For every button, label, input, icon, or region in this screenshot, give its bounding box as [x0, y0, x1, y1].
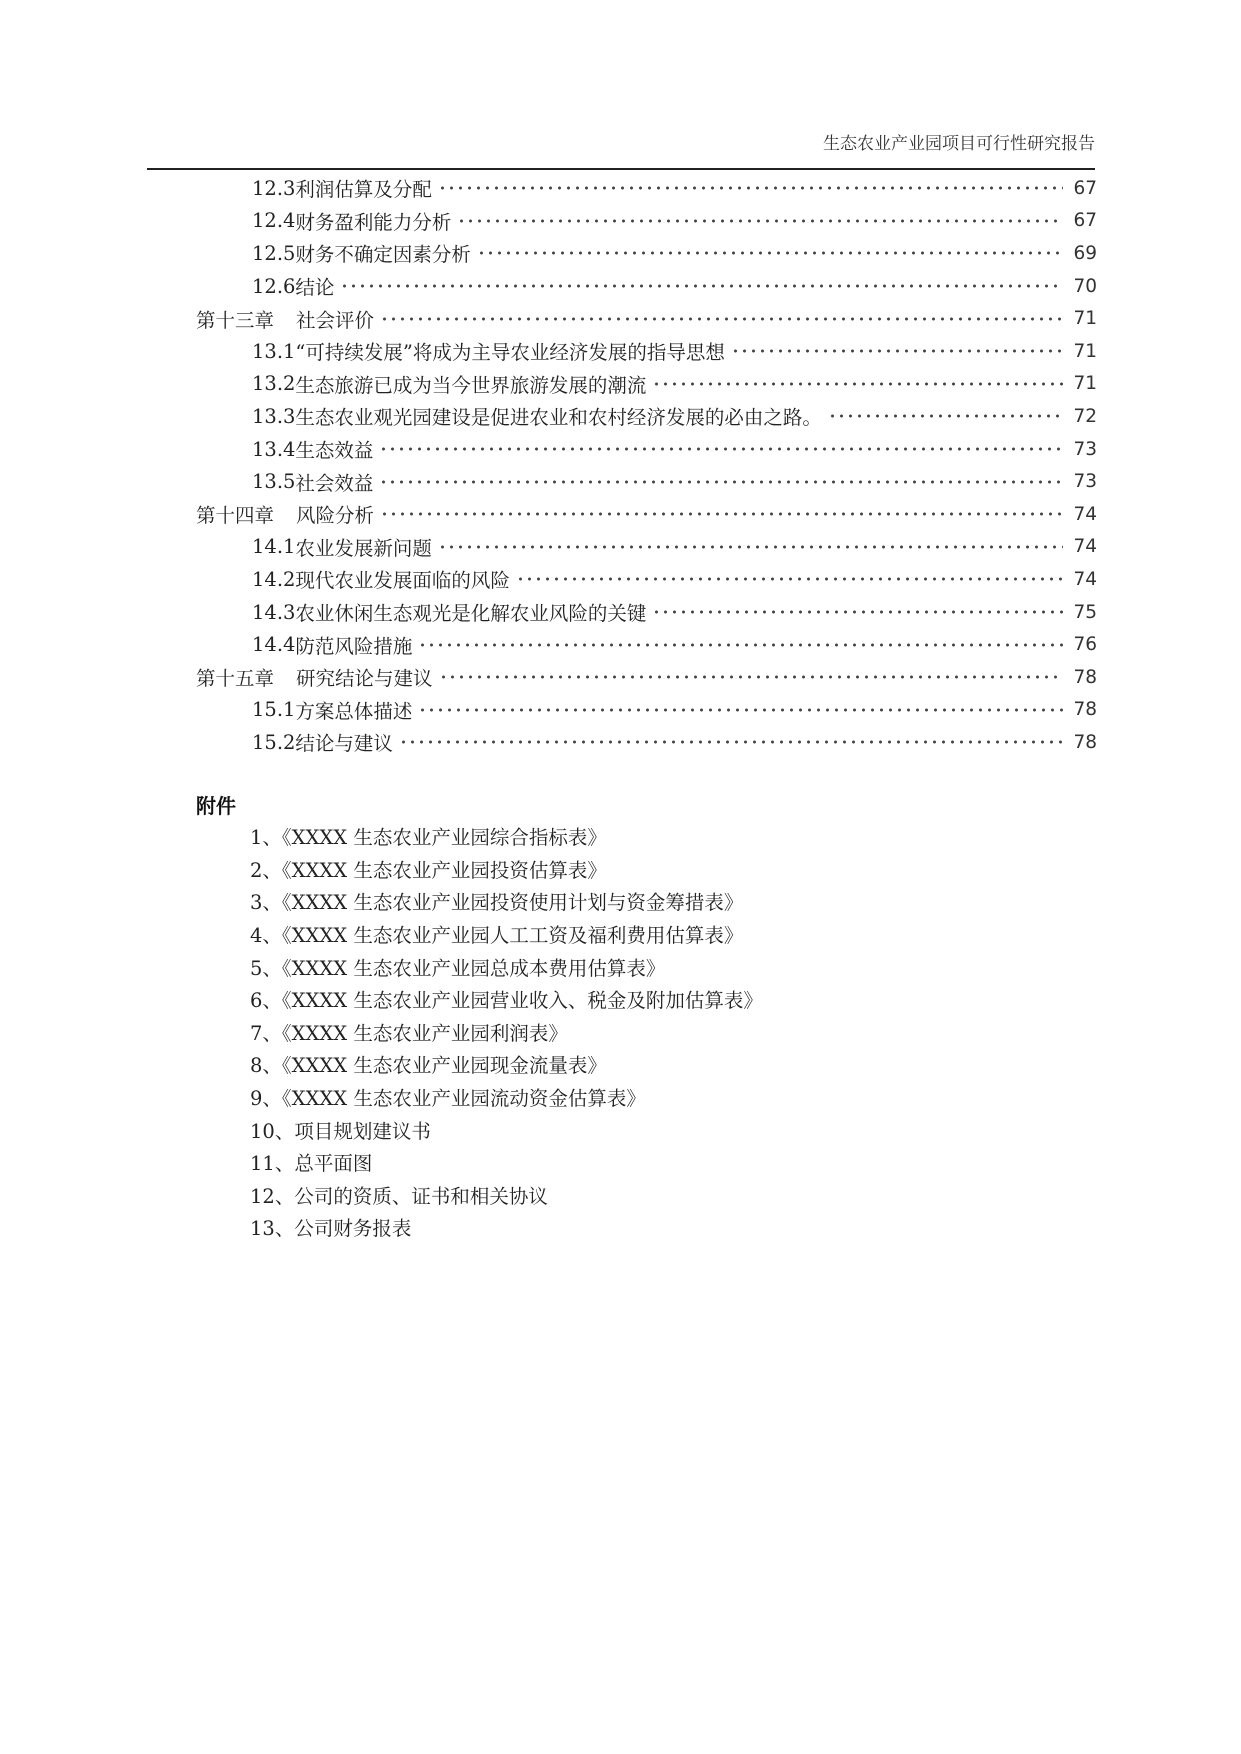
toc-entry-number: 15.2	[252, 730, 296, 754]
attachment-item: 7、《XXXX 生态农业产业园利润表》	[250, 1021, 568, 1045]
attachment-item: 1、《XXXX 生态农业产业园综合指标表》	[250, 826, 607, 850]
attachments-title: 附件	[196, 794, 236, 818]
toc-section-entry[interactable]	[0, 172, 1097, 205]
toc-dot-leader	[516, 572, 1063, 586]
toc-dot-leader	[828, 409, 1063, 423]
toc-entry-number: 13.3	[252, 404, 296, 428]
toc-entry-title: 农业发展新问题	[295, 536, 432, 560]
toc-entry-number: 14.1	[252, 535, 296, 559]
toc-dot-leader	[439, 670, 1063, 684]
toc-entry-page: 73	[1073, 471, 1097, 493]
attachment-item: 2、《XXXX 生态农业产业园投资估算表》	[250, 858, 607, 882]
toc-entry-page: 72	[1073, 405, 1097, 427]
toc-entry-page: 71	[1073, 340, 1097, 362]
toc-dot-leader	[652, 605, 1063, 619]
toc-entry-number: 13.1	[252, 339, 296, 363]
toc-section-entry[interactable]	[0, 270, 1097, 303]
toc-chapter-entry[interactable]	[0, 661, 1097, 694]
toc-entry-page: 75	[1073, 601, 1097, 623]
toc-entry-title: 生态旅游已成为当今世界旅游发展的潮流	[295, 373, 647, 397]
toc-section-entry[interactable]	[0, 335, 1097, 368]
toc-dot-leader	[399, 735, 1063, 749]
attachment-item: 6、《XXXX 生态农业产业园营业收入、税金及附加估算表》	[250, 989, 763, 1013]
toc-dot-leader	[731, 344, 1063, 358]
page-header	[147, 130, 1095, 170]
toc-section-entry[interactable]	[0, 563, 1097, 596]
toc-entry-number: 13.2	[252, 372, 296, 396]
toc-entry-page: 73	[1073, 438, 1097, 460]
toc-section-entry[interactable]	[0, 465, 1097, 498]
toc-entry-title: 财务盈利能力分析	[295, 210, 452, 234]
toc-entry-title: “可持续发展”将成为主导农业经济发展的指导思想	[295, 341, 725, 365]
toc-entry-page: 74	[1073, 503, 1097, 525]
toc-entry-page: 78	[1073, 699, 1097, 721]
attachment-item: 12、公司的资质、证书和相关协议	[250, 1184, 548, 1208]
toc-entry-number: 12.3	[252, 176, 296, 200]
toc-entry-number: 14.3	[252, 600, 296, 624]
toc-dot-leader	[380, 507, 1063, 521]
toc-entry-page: 74	[1073, 568, 1097, 590]
toc-entry-number: 12.5	[252, 241, 296, 265]
toc-entry-number: 第十三章	[196, 308, 275, 332]
toc-entry-page: 74	[1073, 536, 1097, 558]
attachment-item: 13、公司财务报表	[250, 1217, 412, 1241]
toc-dot-leader	[438, 540, 1063, 554]
toc-entry-number: 14.2	[252, 567, 296, 591]
toc-entry-page: 67	[1073, 177, 1097, 199]
toc-entry-page: 78	[1073, 731, 1097, 753]
toc-section-entry[interactable]	[0, 694, 1097, 727]
toc-entry-title: 农业休闲生态观光是化解农业风险的关键	[295, 602, 647, 626]
toc-entry-number: 第十四章	[196, 504, 275, 528]
toc-dot-leader	[438, 181, 1063, 195]
toc-dot-leader	[457, 214, 1063, 228]
toc-section-entry[interactable]	[0, 596, 1097, 629]
toc-dot-leader	[477, 246, 1063, 260]
attachment-item: 8、《XXXX 生态农业产业园现金流量表》	[250, 1054, 607, 1078]
toc-dot-leader	[380, 312, 1063, 326]
toc-entry-title: 现代农业发展面临的风险	[295, 569, 510, 593]
toc-entry-page: 71	[1073, 308, 1097, 330]
attachment-item: 4、《XXXX 生态农业产业园人工工资及福利费用估算表》	[250, 924, 744, 948]
toc-entry-page: 67	[1073, 210, 1097, 232]
toc-entry-number: 13.4	[252, 437, 296, 461]
toc-entry-title: 财务不确定因素分析	[295, 243, 471, 267]
toc-entry-title: 社会效益	[295, 471, 374, 495]
toc-entry-number: 第十五章	[196, 667, 275, 691]
toc-section-entry[interactable]	[0, 433, 1097, 466]
toc-entry-number: 14.4	[252, 633, 296, 657]
toc-entry-number: 13.5	[252, 470, 296, 494]
toc-entry-page: 76	[1073, 634, 1097, 656]
toc-entry-number: 12.6	[252, 274, 296, 298]
toc-entry-title: 研究结论与建议	[296, 667, 433, 691]
toc-section-entry[interactable]	[0, 400, 1097, 433]
toc-section-entry[interactable]	[0, 628, 1097, 661]
toc-entry-title: 防范风险措施	[295, 634, 413, 658]
toc-entry-title: 生态农业观光园建设是促进农业和农村经济发展的必由之路。	[295, 406, 822, 430]
attachment-item: 10、项目规划建议书	[250, 1119, 431, 1143]
toc-entry-title: 结论	[295, 276, 335, 300]
toc-dot-leader	[652, 377, 1063, 391]
toc-dot-leader	[340, 279, 1063, 293]
toc-entry-number: 15.1	[252, 698, 296, 722]
attachment-item: 3、《XXXX 生态农业产业园投资使用计划与资金筹措表》	[250, 891, 744, 915]
toc-entry-number: 12.4	[252, 209, 296, 233]
toc-entry-title: 结论与建议	[295, 732, 393, 756]
toc-entry-page: 70	[1073, 275, 1097, 297]
toc-section-entry[interactable]	[0, 531, 1097, 564]
toc-entry-title: 方案总体描述	[295, 699, 413, 723]
toc-dot-leader	[379, 442, 1063, 456]
toc-dot-leader	[379, 475, 1063, 489]
attachment-item: 11、总平面图	[250, 1152, 373, 1176]
attachment-item: 5、《XXXX 生态农业产业园总成本费用估算表》	[250, 956, 666, 980]
toc-dot-leader	[418, 638, 1063, 652]
toc-entry-page: 71	[1073, 373, 1097, 395]
toc-entry-title: 风险分析	[296, 504, 375, 528]
attachment-item: 9、《XXXX 生态农业产业园流动资金估算表》	[250, 1087, 646, 1111]
toc-dot-leader	[418, 703, 1063, 717]
toc-section-entry[interactable]	[0, 237, 1097, 270]
header-title: 生态农业产业园项目可行性研究报告	[823, 134, 1095, 154]
toc-entry-title: 利润估算及分配	[295, 178, 432, 202]
toc-chapter-entry[interactable]	[0, 498, 1097, 531]
toc-entry-page: 78	[1073, 666, 1097, 688]
toc-entry-page: 69	[1073, 242, 1097, 264]
attachment-list	[250, 820, 1150, 1244]
toc-entry-title: 社会评价	[296, 308, 375, 332]
toc-entry-title: 生态效益	[295, 439, 374, 463]
toc-chapter-entry[interactable]	[0, 302, 1097, 335]
toc-section-entry[interactable]	[0, 205, 1097, 238]
toc-section-entry[interactable]	[0, 368, 1097, 401]
toc-section-entry[interactable]	[0, 726, 1097, 759]
